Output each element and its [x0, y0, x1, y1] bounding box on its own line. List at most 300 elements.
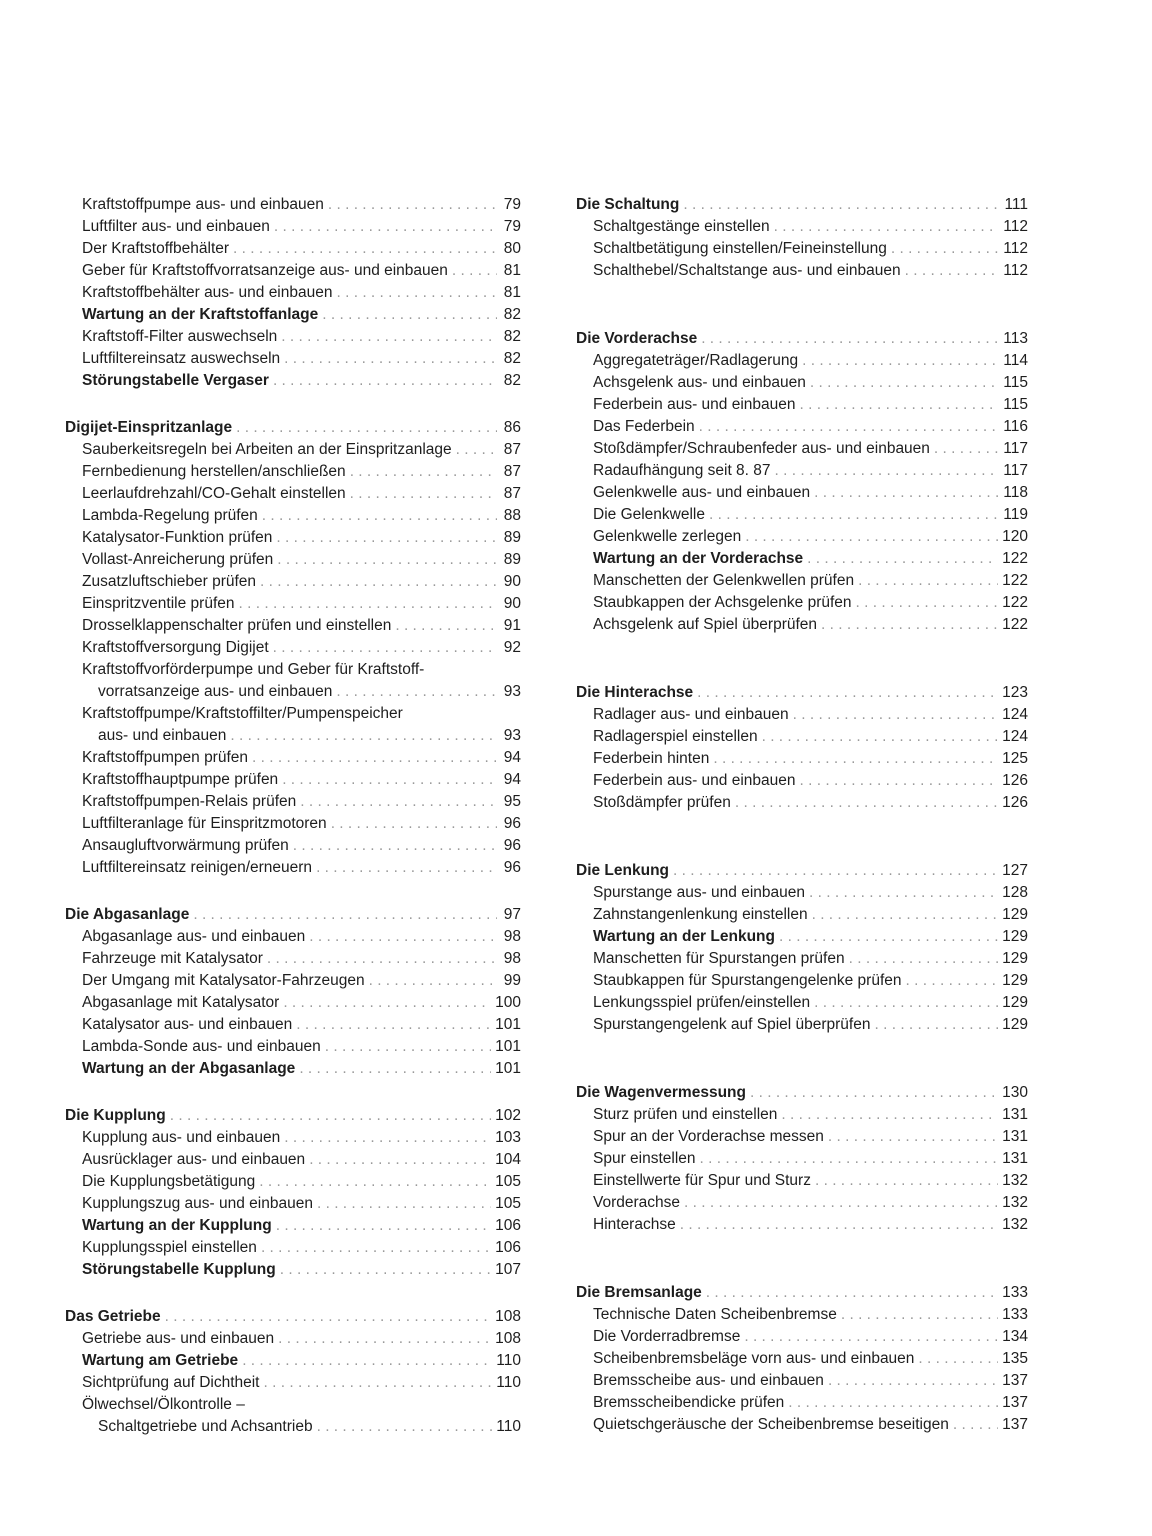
entry-title: Kraftstoffpumpen prüfen — [82, 749, 249, 766]
dot-leader — [193, 904, 497, 926]
page-number: 107 — [495, 1261, 521, 1278]
toc-section — [576, 682, 1028, 814]
dot-leader — [709, 504, 999, 526]
page-number: 93 — [503, 683, 521, 700]
page-number: 96 — [503, 859, 521, 876]
page-number: 105 — [495, 1195, 521, 1212]
entry-title: Luftfilteranlage für Einspritzmotoren — [82, 815, 327, 832]
page-number: 117 — [1003, 440, 1028, 457]
page-number: 126 — [1002, 772, 1028, 789]
toc-entry[interactable] — [576, 1170, 1028, 1192]
toc-entry[interactable] — [576, 704, 1028, 726]
toc-entry-bold[interactable] — [65, 1350, 521, 1372]
toc-entry[interactable] — [576, 948, 1028, 970]
toc-entry[interactable] — [65, 439, 521, 461]
entry-title: Das Getriebe — [65, 1308, 161, 1325]
toc-entry[interactable] — [65, 260, 521, 282]
dot-leader — [775, 460, 1000, 482]
toc-section — [65, 1306, 521, 1438]
page-number: 101 — [495, 1038, 521, 1055]
dot-leader — [274, 216, 497, 238]
entry-title: Der Kraftstoffbehälter — [82, 240, 230, 257]
dot-leader — [280, 1259, 491, 1281]
toc-section — [576, 328, 1028, 636]
toc-entry[interactable] — [576, 1414, 1028, 1436]
dot-leader — [309, 1149, 491, 1171]
page-number: 86 — [503, 419, 521, 436]
toc-entry[interactable] — [65, 1372, 521, 1394]
entry-title: Spurstangengelenk auf Spiel überprüfen — [593, 1016, 871, 1033]
page-number: 94 — [503, 771, 521, 788]
page-number: 132 — [1002, 1194, 1028, 1211]
toc-entry[interactable] — [576, 1214, 1028, 1236]
page-number: 119 — [1003, 506, 1028, 523]
toc-entry-bold[interactable] — [65, 370, 521, 392]
toc-entry[interactable] — [65, 282, 521, 304]
page-number: 79 — [503, 196, 521, 213]
dot-leader — [282, 769, 497, 791]
entry-title: Katalysator aus- und einbauen — [82, 1016, 293, 1033]
toc-entry-bold[interactable] — [65, 1058, 521, 1080]
entry-title: Stoßdämpfer prüfen — [593, 794, 731, 811]
entry-title: Schaltbetätigung einstellen/Feineinstellung — [593, 240, 887, 257]
toc-entry[interactable] — [65, 791, 521, 813]
entry-title: Abgasanlage aus- und einbauen — [82, 928, 306, 945]
toc-entry[interactable] — [576, 792, 1028, 814]
dot-leader — [262, 505, 497, 527]
toc-entry[interactable] — [576, 882, 1028, 904]
section-heading[interactable] — [576, 328, 1028, 350]
dot-leader — [350, 483, 497, 505]
entry-title: Achsgelenk aus- und einbauen — [593, 374, 806, 391]
toc-entry[interactable] — [576, 1326, 1028, 1348]
toc-entry-bold[interactable] — [65, 1215, 521, 1237]
dot-leader — [236, 417, 497, 439]
dot-leader — [828, 1126, 998, 1148]
toc-entry[interactable] — [576, 350, 1028, 372]
entry-title: Die Vorderachse — [576, 330, 698, 347]
page-number: 120 — [1002, 528, 1028, 545]
entry-title: Kraftstoffbehälter aus- und einbauen — [82, 284, 333, 301]
dot-leader — [350, 461, 497, 483]
dot-leader — [828, 1370, 998, 1392]
dot-leader — [699, 416, 1000, 438]
entry-title: Gelenkwelle aus- und einbauen — [593, 484, 811, 501]
entry-title: Spurstange aus- und einbauen — [593, 884, 805, 901]
page-number: 127 — [1002, 862, 1028, 879]
dot-leader — [276, 1215, 491, 1237]
entry-title: Störungstabelle Kupplung — [82, 1261, 276, 1278]
toc-entry-bold[interactable] — [576, 926, 1028, 948]
page-number: 122 — [1002, 616, 1028, 633]
dot-leader — [281, 326, 497, 348]
toc-entry[interactable] — [65, 1127, 521, 1149]
page-number: 130 — [1002, 1084, 1028, 1101]
dot-leader — [309, 926, 497, 948]
toc-entry[interactable] — [65, 615, 521, 637]
toc-section — [65, 417, 521, 879]
page-number: 106 — [495, 1239, 521, 1256]
page-number: 129 — [1002, 950, 1028, 967]
toc-entry[interactable] — [576, 748, 1028, 770]
dot-leader — [284, 1127, 491, 1149]
page-number: 93 — [503, 727, 521, 744]
entry-title: Aggregateträger/Radlagerung — [593, 352, 799, 369]
dot-leader — [316, 857, 497, 879]
toc-entry[interactable] — [576, 1192, 1028, 1214]
toc-entry[interactable] — [576, 482, 1028, 504]
toc-entry[interactable] — [576, 770, 1028, 792]
toc-entry[interactable] — [65, 1171, 521, 1193]
toc-entry[interactable] — [576, 904, 1028, 926]
toc-entry[interactable] — [65, 216, 521, 238]
dot-leader — [296, 1014, 491, 1036]
toc-entry[interactable] — [576, 1370, 1028, 1392]
toc-entry[interactable] — [576, 570, 1028, 592]
toc-entry[interactable] — [65, 835, 521, 857]
entry-title: Kraftstoffpumpe/Kraftstoffilter/Pumpenspeicher — [82, 705, 403, 722]
toc-entry[interactable] — [576, 394, 1028, 416]
entry-title: Vorderachse — [593, 1194, 681, 1211]
toc-entry[interactable] — [576, 726, 1028, 748]
section-heading[interactable] — [576, 860, 1028, 882]
dot-leader — [239, 593, 498, 615]
toc-entry[interactable] — [65, 194, 521, 216]
entry-title: Manschetten der Gelenkwellen prüfen — [593, 572, 855, 589]
section-heading[interactable] — [65, 1306, 521, 1328]
toc-entry-bold[interactable] — [576, 548, 1028, 570]
section-heading[interactable] — [65, 904, 521, 926]
page-number: 105 — [495, 1173, 521, 1190]
entry-title: Wartung an der Lenkung — [593, 928, 775, 945]
page-number: 82 — [503, 306, 521, 323]
dot-leader — [273, 370, 497, 392]
toc-entry[interactable] — [65, 857, 521, 879]
entry-title: Sturz prüfen und einstellen — [593, 1106, 778, 1123]
toc-entry-continuation[interactable] — [65, 681, 521, 703]
page-number: 96 — [503, 815, 521, 832]
toc-entry[interactable] — [65, 326, 521, 348]
toc-entry[interactable] — [576, 1014, 1028, 1036]
toc-entry[interactable] — [576, 1392, 1028, 1414]
entry-title: Ansaugluftvorwärmung prüfen — [82, 837, 289, 854]
entry-title: Die Schaltung — [576, 196, 680, 213]
page-number: 82 — [503, 350, 521, 367]
toc-entry[interactable] — [576, 416, 1028, 438]
dot-leader — [815, 1170, 998, 1192]
page-number: 87 — [503, 463, 521, 480]
page-number: 133 — [1002, 1306, 1028, 1323]
entry-title: Digijet-Einspritzanlage — [65, 419, 233, 436]
entry-title: Zusatzluftschieber prüfen — [82, 573, 257, 590]
toc-section — [65, 904, 521, 1080]
entry-title: Radlagerspiel einstellen — [593, 728, 758, 745]
toc-entry[interactable] — [576, 592, 1028, 614]
page-number: 125 — [1002, 750, 1028, 767]
entry-title: Wartung an der Kupplung — [82, 1217, 272, 1234]
entry-title: Kupplungszug aus- und einbauen — [82, 1195, 313, 1212]
dot-leader — [918, 1348, 998, 1370]
page-number: 102 — [495, 1107, 521, 1124]
section-heading[interactable] — [65, 417, 521, 439]
page-number: 96 — [503, 837, 521, 854]
toc-entry[interactable] — [65, 747, 521, 769]
toc-entry-continuation[interactable] — [65, 725, 521, 747]
page-number: 114 — [1003, 352, 1028, 369]
page-number: 87 — [503, 485, 521, 502]
page-number: 112 — [1003, 240, 1028, 257]
section-heading[interactable] — [576, 1082, 1028, 1104]
toc-entry[interactable] — [576, 1104, 1028, 1126]
dot-leader — [814, 482, 999, 504]
dot-leader — [858, 570, 998, 592]
toc-entry-bold[interactable] — [65, 304, 521, 326]
dot-leader — [744, 1326, 998, 1348]
page-number: 89 — [503, 529, 521, 546]
toc-entry[interactable] — [65, 593, 521, 615]
toc-entry-continuation[interactable] — [65, 1416, 521, 1438]
dot-leader — [452, 260, 497, 282]
entry-title: Schaltgetriebe und Achsantrieb — [98, 1418, 313, 1435]
toc-entry[interactable] — [576, 1148, 1028, 1170]
dot-leader — [456, 439, 497, 461]
toc-entry[interactable] — [65, 948, 521, 970]
toc-entry[interactable] — [65, 1149, 521, 1171]
page-number: 115 — [1003, 396, 1028, 413]
toc-entry[interactable] — [65, 549, 521, 571]
toc-entry[interactable] — [576, 504, 1028, 526]
dot-leader — [810, 372, 999, 394]
dot-leader — [276, 527, 497, 549]
entry-title: Die Abgasanlage — [65, 906, 190, 923]
dot-leader — [283, 992, 491, 1014]
dot-leader — [322, 304, 497, 326]
page-number: 101 — [495, 1060, 521, 1077]
toc-entry[interactable] — [576, 614, 1028, 636]
toc-entry[interactable] — [576, 216, 1028, 238]
entry-title: Wartung an der Vorderachse — [593, 550, 804, 567]
entry-title: Sichtprüfung auf Dichtheit — [82, 1374, 260, 1391]
entry-title: Wartung an der Abgasanlage — [82, 1060, 296, 1077]
entry-title: Technische Daten Scheibenbremse — [593, 1306, 837, 1323]
toc-entry[interactable] — [65, 1328, 521, 1350]
page-number: 87 — [503, 441, 521, 458]
page-number: 112 — [1003, 218, 1028, 235]
dot-leader — [800, 770, 999, 792]
toc-entry[interactable] — [65, 970, 521, 992]
toc-entry[interactable] — [576, 1126, 1028, 1148]
page-number: 97 — [503, 906, 521, 923]
dot-leader — [684, 1192, 998, 1214]
toc-entry[interactable] — [65, 637, 521, 659]
page-number: 103 — [495, 1129, 521, 1146]
entry-title: Wartung am Getriebe — [82, 1352, 239, 1369]
dot-leader — [331, 813, 497, 835]
dot-leader — [849, 948, 999, 970]
toc-column-left — [65, 194, 521, 1438]
toc-entry[interactable] — [65, 348, 521, 370]
page-number: 131 — [1002, 1106, 1028, 1123]
entry-title: Getriebe aus- und einbauen — [82, 1330, 275, 1347]
dot-leader — [317, 1416, 493, 1438]
section-heading[interactable] — [576, 1282, 1028, 1304]
entry-title: Staubkappen der Achsgelenke prüfen — [593, 594, 852, 611]
page-number: 113 — [1003, 330, 1028, 347]
entry-title: Stoßdämpfer/Schraubenfeder aus- und einbauen — [593, 440, 930, 457]
entry-title: Achsgelenk auf Spiel überprüfen — [593, 616, 818, 633]
dot-leader — [953, 1414, 998, 1436]
page-number: 129 — [1002, 1016, 1028, 1033]
toc-entry — [65, 1394, 521, 1416]
toc-entry[interactable] — [65, 813, 521, 835]
toc-entry[interactable] — [576, 372, 1028, 394]
page-number: 135 — [1002, 1350, 1028, 1367]
toc-entry[interactable] — [576, 438, 1028, 460]
page-number: 137 — [1002, 1394, 1028, 1411]
toc-entry[interactable] — [65, 571, 521, 593]
entry-title: Radlager aus- und einbauen — [593, 706, 789, 723]
entry-title: Kraftstoffpumpen-Relais prüfen — [82, 793, 297, 810]
dot-leader — [713, 748, 998, 770]
entry-title: Scheibenbremsbeläge vorn aus- und einbauen — [593, 1350, 915, 1367]
entry-title: Die Hinterachse — [576, 684, 694, 701]
section-heading[interactable] — [576, 194, 1028, 216]
dot-leader — [259, 1171, 491, 1193]
page-number: 82 — [503, 372, 521, 389]
entry-title: vorratsanzeige aus- und einbauen — [98, 683, 333, 700]
page-number: 82 — [503, 328, 521, 345]
section-heading[interactable] — [65, 1105, 521, 1127]
entry-title: Kraftstoffversorgung Digijet — [82, 639, 269, 656]
section-heading[interactable] — [576, 682, 1028, 704]
dot-leader — [328, 194, 497, 216]
dot-leader — [683, 194, 1000, 216]
dot-leader — [680, 1214, 998, 1236]
toc-entry[interactable] — [65, 769, 521, 791]
page-number: 128 — [1002, 884, 1028, 901]
page-number: 92 — [503, 639, 521, 656]
toc-entry[interactable] — [65, 527, 521, 549]
dot-leader — [874, 1014, 998, 1036]
dot-leader — [800, 394, 1000, 416]
dot-leader — [278, 1328, 491, 1350]
entry-title: Kupplungsspiel einstellen — [82, 1239, 257, 1256]
toc-entry[interactable] — [576, 970, 1028, 992]
entry-title: Ausrücklager aus- und einbauen — [82, 1151, 306, 1168]
toc-entry[interactable] — [576, 1348, 1028, 1370]
toc-entry[interactable] — [65, 483, 521, 505]
entry-title: Zahnstangenlenkung einstellen — [593, 906, 808, 923]
page-number: 129 — [1002, 928, 1028, 945]
entry-title: Federbein hinten — [593, 750, 710, 767]
dot-leader — [793, 704, 999, 726]
dot-leader — [261, 1237, 491, 1259]
entry-title: Die Vorderradbremse — [593, 1328, 741, 1345]
toc-entry[interactable] — [576, 238, 1028, 260]
dot-leader — [300, 791, 497, 813]
page-number: 104 — [495, 1151, 521, 1168]
toc-entry[interactable] — [65, 238, 521, 260]
page-number: 81 — [503, 284, 521, 301]
entry-title: Radaufhängung seit 8. 87 — [593, 462, 771, 479]
entry-title: Luftfiltereinsatz auswechseln — [82, 350, 281, 367]
dot-leader — [284, 348, 497, 370]
dot-leader — [745, 526, 998, 548]
entry-title: Die Wagenvermessung — [576, 1084, 746, 1101]
toc-section — [576, 1082, 1028, 1236]
entry-title: Kraftstoffhauptpumpe prüfen — [82, 771, 279, 788]
toc-entry[interactable] — [576, 260, 1028, 282]
toc-entry[interactable] — [65, 926, 521, 948]
dot-leader — [821, 614, 998, 636]
entry-title: Spur einstellen — [593, 1150, 696, 1167]
page-number: 98 — [503, 928, 521, 945]
entry-title: Luftfiltereinsatz reinigen/erneuern — [82, 859, 313, 876]
dot-leader — [905, 260, 1000, 282]
page-number: 131 — [1002, 1128, 1028, 1145]
dot-leader — [781, 1104, 998, 1126]
toc-entry[interactable] — [65, 992, 521, 1014]
toc-entry[interactable] — [65, 461, 521, 483]
page-number: 116 — [1003, 418, 1028, 435]
page-number: 98 — [503, 950, 521, 967]
dot-leader — [701, 328, 999, 350]
toc-entry[interactable] — [576, 460, 1028, 482]
toc-section — [576, 194, 1028, 282]
page-number: 131 — [1002, 1150, 1028, 1167]
page-number: 110 — [496, 1418, 521, 1435]
toc-entry[interactable] — [576, 992, 1028, 1014]
dot-leader — [395, 615, 497, 637]
dot-leader — [697, 682, 998, 704]
entry-title: Kraftstoffpumpe aus- und einbauen — [82, 196, 324, 213]
dot-leader — [277, 549, 497, 571]
toc-entry[interactable] — [65, 1193, 521, 1215]
dot-leader — [273, 637, 497, 659]
page-number: 137 — [1002, 1372, 1028, 1389]
page-number: 90 — [503, 595, 521, 612]
page-number: 80 — [503, 240, 521, 257]
toc-entry[interactable] — [576, 526, 1028, 548]
toc-entry[interactable] — [65, 505, 521, 527]
page-number: 112 — [1003, 262, 1028, 279]
toc-entry[interactable] — [65, 1036, 521, 1058]
dot-leader — [336, 681, 497, 703]
dot-leader — [809, 882, 998, 904]
dot-leader — [906, 970, 999, 992]
entry-title: aus- und einbauen — [98, 727, 227, 744]
entry-title: Spur an der Vorderachse messen — [593, 1128, 824, 1145]
entry-title: Wartung an der Kraftstoffanlage — [82, 306, 319, 323]
page-number: 124 — [1002, 728, 1028, 745]
dot-leader — [841, 1304, 998, 1326]
dot-leader — [165, 1306, 491, 1328]
page-number: 137 — [1002, 1416, 1028, 1433]
entry-title: Lambda-Sonde aus- und einbauen — [82, 1038, 321, 1055]
toc-entry[interactable] — [576, 1304, 1028, 1326]
toc-entry[interactable] — [65, 1014, 521, 1036]
entry-title: Quietschgeräusche der Scheibenbremse beseitigen — [593, 1416, 949, 1433]
page-number: 90 — [503, 573, 521, 590]
toc-entry-bold[interactable] — [65, 1259, 521, 1281]
entry-title: Schaltgestänge einstellen — [593, 218, 770, 235]
page-number: 129 — [1002, 906, 1028, 923]
toc-entry[interactable] — [65, 1237, 521, 1259]
entry-title: Lambda-Regelung prüfen — [82, 507, 258, 524]
entry-title: Die Gelenkwelle — [593, 506, 705, 523]
entry-title: Fahrzeuge mit Katalysator — [82, 950, 263, 967]
dot-leader — [788, 1392, 998, 1414]
